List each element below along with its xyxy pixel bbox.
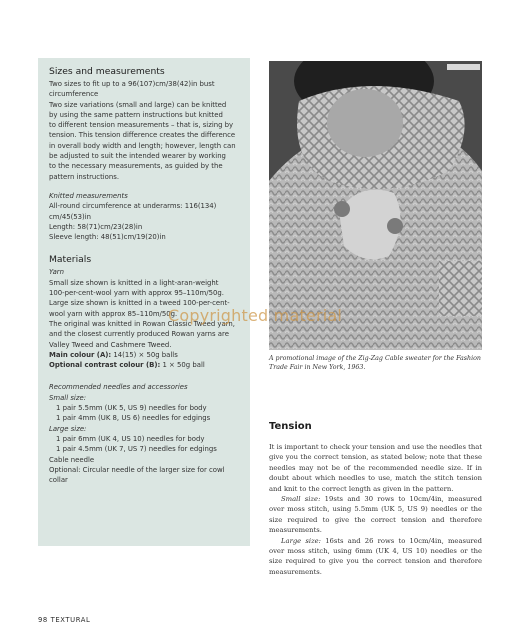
knitted-line: Length: 58(71)cm/23(28)in [49, 222, 143, 231]
yarn-heading: Yarn [49, 268, 64, 277]
knitted-measurements-heading: Knitted measurements [49, 191, 128, 200]
sizes-line: to different tension measurements – that is, sizing by [49, 121, 234, 130]
yarn-line: The original was knitted in Rowan Classic Tweed yarn, [49, 319, 235, 328]
knitted-line: All-round circumference at underarms: 116(134) [49, 202, 217, 211]
photo-caption: A promotional image of the Zig-Zag Cable sweater for the Fashion Trade Fair in New York, 1963. [269, 355, 481, 371]
sizes-line: Two sizes to fit up to a 96(107)cm/38(42)in bust [49, 80, 215, 88]
yarn-line: Large size shown is knitted in a tweed 100-per-cent- [49, 299, 230, 308]
main-colour-label: Main colour (A): [49, 350, 112, 359]
small-size-label: Small size: [49, 393, 87, 402]
tension-large-text: 16sts and 26 rows to 10cm/4in, measured over moss stitch, using 6mm (UK 4, US 10) needles or the size required to give you the correct tension and therefore measurements. [269, 536, 482, 576]
sizes-line: Two size variations (small and large) can be knitted [49, 100, 227, 109]
small-size-list [49, 403, 239, 424]
knitted-line: cm/45(53)in [49, 212, 92, 221]
extra-line: collar [49, 476, 68, 485]
sizes-line: pattern instructions. [49, 172, 120, 181]
yarn-line: and the closest currently produced Rowan yarns are [49, 330, 229, 339]
main-colour [49, 350, 239, 360]
contrast-colour-value: 1 × 50g ball [160, 361, 205, 370]
list-item: 1 pair 4mm (UK 8, US 6) needles for edgings [56, 414, 211, 423]
copyright-watermark: Copyrighted material [168, 306, 343, 325]
tension-body [269, 442, 482, 577]
extra-line: Cable needle [49, 455, 95, 464]
large-size-list [49, 434, 239, 455]
page-folio: 98 TEXTURAL [38, 616, 91, 624]
sizes-line: be adjusted to suit the intended wearer by working [49, 152, 226, 161]
tension-small-label: Small size: [281, 495, 321, 504]
yarn-line: Small size shown is knitted in a light-aran-weight [49, 278, 219, 287]
yarn-line: 100-per-cent-wool yarn with approx 95–110m/50g. [49, 289, 224, 298]
sizes-line: in overall body width and length; however, length can [49, 141, 236, 150]
large-size-label: Large size: [49, 424, 87, 433]
sizes-heading: Sizes and measurements [49, 66, 165, 77]
tension-large-label: Large size: [281, 536, 321, 545]
tension-small-text: 19sts and 30 rows to 10cm/4in, measured over moss stitch, using 5.5mm (UK 5, US 9) needles or the size required to give the correct tension and therefore measurements. [269, 495, 483, 535]
sizes-line: by using the same pattern instructions but knitted [49, 110, 223, 119]
yarn-line: Valley Tweed and Cashmere Tweed. [49, 340, 172, 349]
sizes-line: tension. This tension difference creates the difference [49, 131, 236, 140]
list-item: 1 pair 6mm (UK 4, US 10) needles for body [56, 434, 205, 443]
list-item: 1 pair 4.5mm (UK 7, US 7) needles for edgings [56, 445, 217, 454]
list-item: 1 pair 5.5mm (UK 5, US 9) needles for body [56, 404, 207, 413]
contrast-colour [49, 360, 239, 370]
extra-line: Optional: Circular needle of the larger size for cowl [49, 465, 225, 474]
needles-heading: Recommended needles and accessories [49, 383, 188, 392]
specs-sidebar [38, 58, 250, 546]
contrast-colour-label: Optional contrast colour (B): [49, 361, 161, 370]
main-colour-value: 14(15) × 50g balls [111, 350, 178, 359]
tension-heading: Tension [269, 421, 312, 432]
tension-small [269, 494, 482, 536]
yarn-line: wool yarn with approx 85–110m/50g. [49, 309, 178, 318]
tension-large [269, 536, 482, 578]
sizes-line: to the necessary measurements, as guided by the [49, 162, 223, 171]
sizes-line: circumference [49, 90, 99, 99]
materials-heading: Materials [49, 254, 92, 266]
knitted-line: Sleeve length: 48(51)cm/19(20)in [49, 233, 166, 242]
tension-intro: It is important to check your tension and use the needles that give you the correct tension, as stated below; note that these needles may not be of the recommended needle size. If in doubt about which needles to use, match the stitch tension and knit to the correct length as given in the pattern. [269, 443, 482, 493]
